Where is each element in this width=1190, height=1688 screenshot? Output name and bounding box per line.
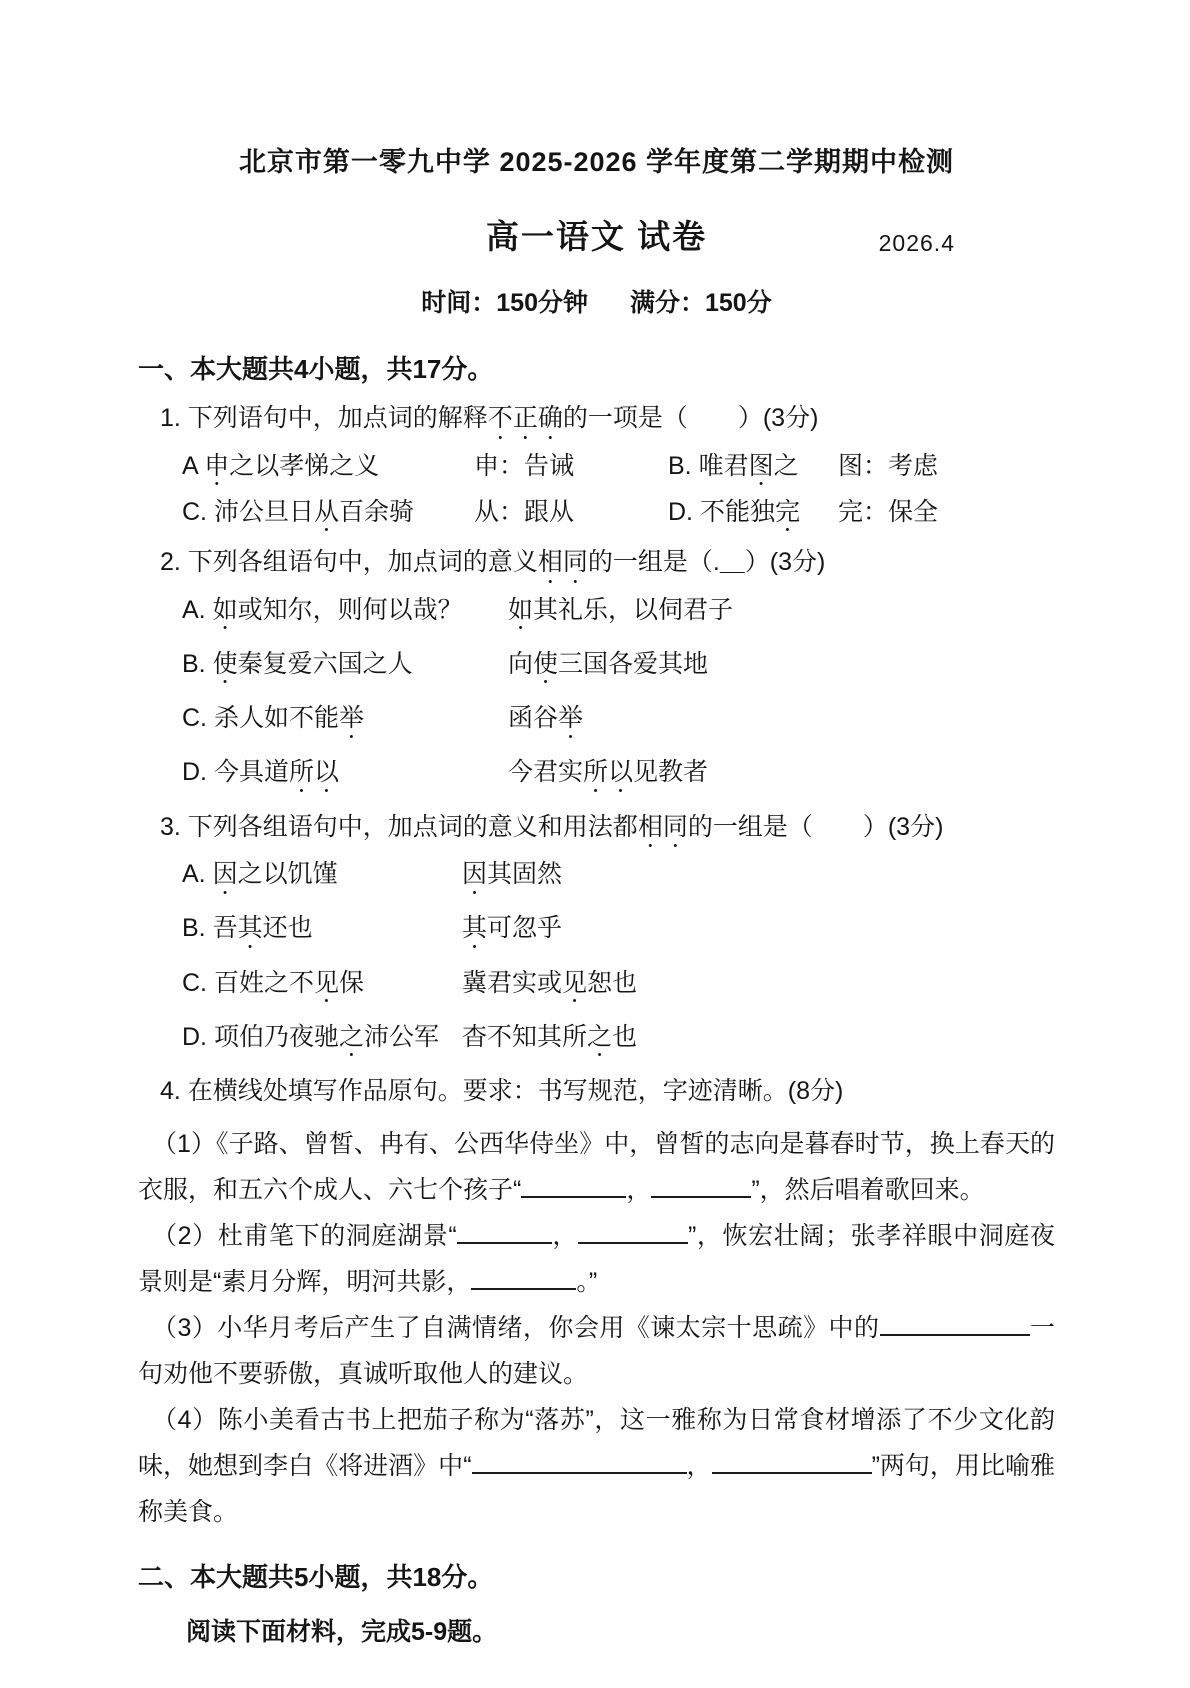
- q1-option-b-gloss: 图：考虑: [838, 451, 939, 480]
- fill-item-1: （1）《子路、曾皙、冉有、公西华侍坐》中，曾皙的志向是暮春时节，换上春天的衣服，和五六个成人、六七个孩子“ ， ”，然后唱着歌回来。: [138, 1129, 1055, 1204]
- section-2-heading: 二、本大题共5小题，共18分。: [138, 1561, 494, 1592]
- q2-a-left: A. 如或知尔，则何以哉？: [182, 595, 463, 624]
- q3-stem: 3. 下列各组语句中，加点词的意义和用法都相同的一组是（ ）(3分): [160, 812, 944, 841]
- q3-c-left: C. 百姓之不见保: [182, 968, 364, 997]
- q3-option-b: [182, 910, 1055, 946]
- total-score-label: 满分：150分: [630, 289, 772, 317]
- blank-line: [578, 1220, 688, 1243]
- q3-b-left: B. 吾其还也: [182, 914, 313, 943]
- duration-label: 时间：150分钟: [421, 289, 588, 317]
- question-1: [138, 400, 1055, 530]
- q2-a-right: 如其礼乐，以伺君子: [508, 595, 734, 624]
- q2-d-right: 今君实所以见教者: [508, 758, 709, 787]
- q2-option-d: [182, 754, 1055, 790]
- q3-a-right: 因其固然: [462, 860, 563, 888]
- q1-option-d-gloss: 完：保全: [838, 497, 939, 526]
- q2-option-c: [182, 700, 1055, 736]
- section-2-instruction: 阅读下面材料，完成5-9题。: [186, 1617, 498, 1646]
- q3-d-right: 杳不知其所之也: [462, 1022, 638, 1051]
- q1-option-a-phrase: A 申之以孝悌之义: [182, 451, 380, 480]
- q3-d-left: D. 项伯乃夜驰之沛公军: [182, 1022, 439, 1051]
- q2-b-left: B. 使秦复爱六国之人: [182, 649, 413, 678]
- q1-option-row-ab: [182, 448, 1055, 484]
- q1-option-c-gloss: 从：跟从: [474, 497, 575, 526]
- fill-item-2: （2）杜甫笔下的洞庭湖景“ ， ”，恢宏壮阔；张孝祥眼中洞庭夜景则是“素月分辉，明河共影， 。”: [138, 1221, 1055, 1296]
- blank-line: [712, 1450, 872, 1473]
- q3-a-left: A. 因之以饥馑: [182, 860, 338, 888]
- question-3: [138, 809, 1055, 1056]
- q3-option-a: [182, 856, 1055, 892]
- q2-stem: 2. 下列各组语句中，加点词的意义相同的一组是（.＿）(3分): [160, 548, 826, 576]
- exam-date: 2026.4: [878, 230, 955, 256]
- exam-meta-row: [138, 283, 1055, 319]
- q3-option-c: [182, 965, 1055, 1001]
- q2-d-left: D. 今具道所以: [182, 758, 339, 787]
- q1-option-row-cd: [182, 494, 1055, 530]
- q2-c-right: 函谷举: [508, 704, 584, 732]
- blank-line: [471, 1266, 576, 1289]
- q2-c-left: C. 杀人如不能举: [182, 704, 364, 732]
- q1-stem: 1. 下列语句中，加点词的解释不正确的一项是（ ）(3分): [160, 404, 819, 432]
- paper-title: 高一语文 试卷: [485, 218, 708, 255]
- blank-line: [880, 1312, 1030, 1335]
- paper-title-row: [138, 211, 1055, 259]
- q1-option-b-phrase: B. 唯君图之: [668, 451, 799, 480]
- q2-option-b: [182, 646, 1055, 682]
- question-4: [138, 1073, 1055, 1535]
- q3-b-right: 其可忽乎: [462, 914, 563, 943]
- blank-line: [651, 1174, 751, 1197]
- fill-item-4: （4）陈小美看古书上把茄子称为“落苏”，这一雅称为日常食材增添了不少文化韵味，她想到李白《将进酒》中“ ， ”两句，用比喻雅称美食。: [138, 1405, 1055, 1526]
- q1-option-c-phrase: C. 沛公旦日从百余骑: [182, 497, 414, 526]
- question-2: [138, 544, 1055, 791]
- q2-option-a: [182, 592, 1055, 628]
- school-session-title: 北京市第一零九中学 2025-2026 学年度第二学期期中检测: [238, 147, 955, 177]
- q1-option-d-phrase: D. 不能独完: [668, 497, 800, 526]
- q4-items: [138, 1121, 1055, 1535]
- q3-option-d: [182, 1019, 1055, 1055]
- blank-line: [472, 1450, 687, 1473]
- section-1-heading: 一、本大题共4小题，共17分。: [138, 354, 494, 384]
- q3-c-right: 冀君实或见恕也: [462, 968, 638, 997]
- fill-item-3: （3）小华月考后产生了自满情绪，你会用《谏太宗十思疏》中的 一句劝他不要骄傲，真诚听取他人的建议。: [138, 1313, 1055, 1388]
- blank-line: [457, 1220, 552, 1243]
- q2-b-right: 向使三国各爱其地: [508, 649, 709, 678]
- q4-stem: 4. 在横线处填写作品原句。要求：书写规范，字迹清晰。(8分): [160, 1077, 844, 1105]
- blank-line: [521, 1174, 626, 1197]
- q1-option-a-gloss: 申：告诫: [474, 451, 575, 480]
